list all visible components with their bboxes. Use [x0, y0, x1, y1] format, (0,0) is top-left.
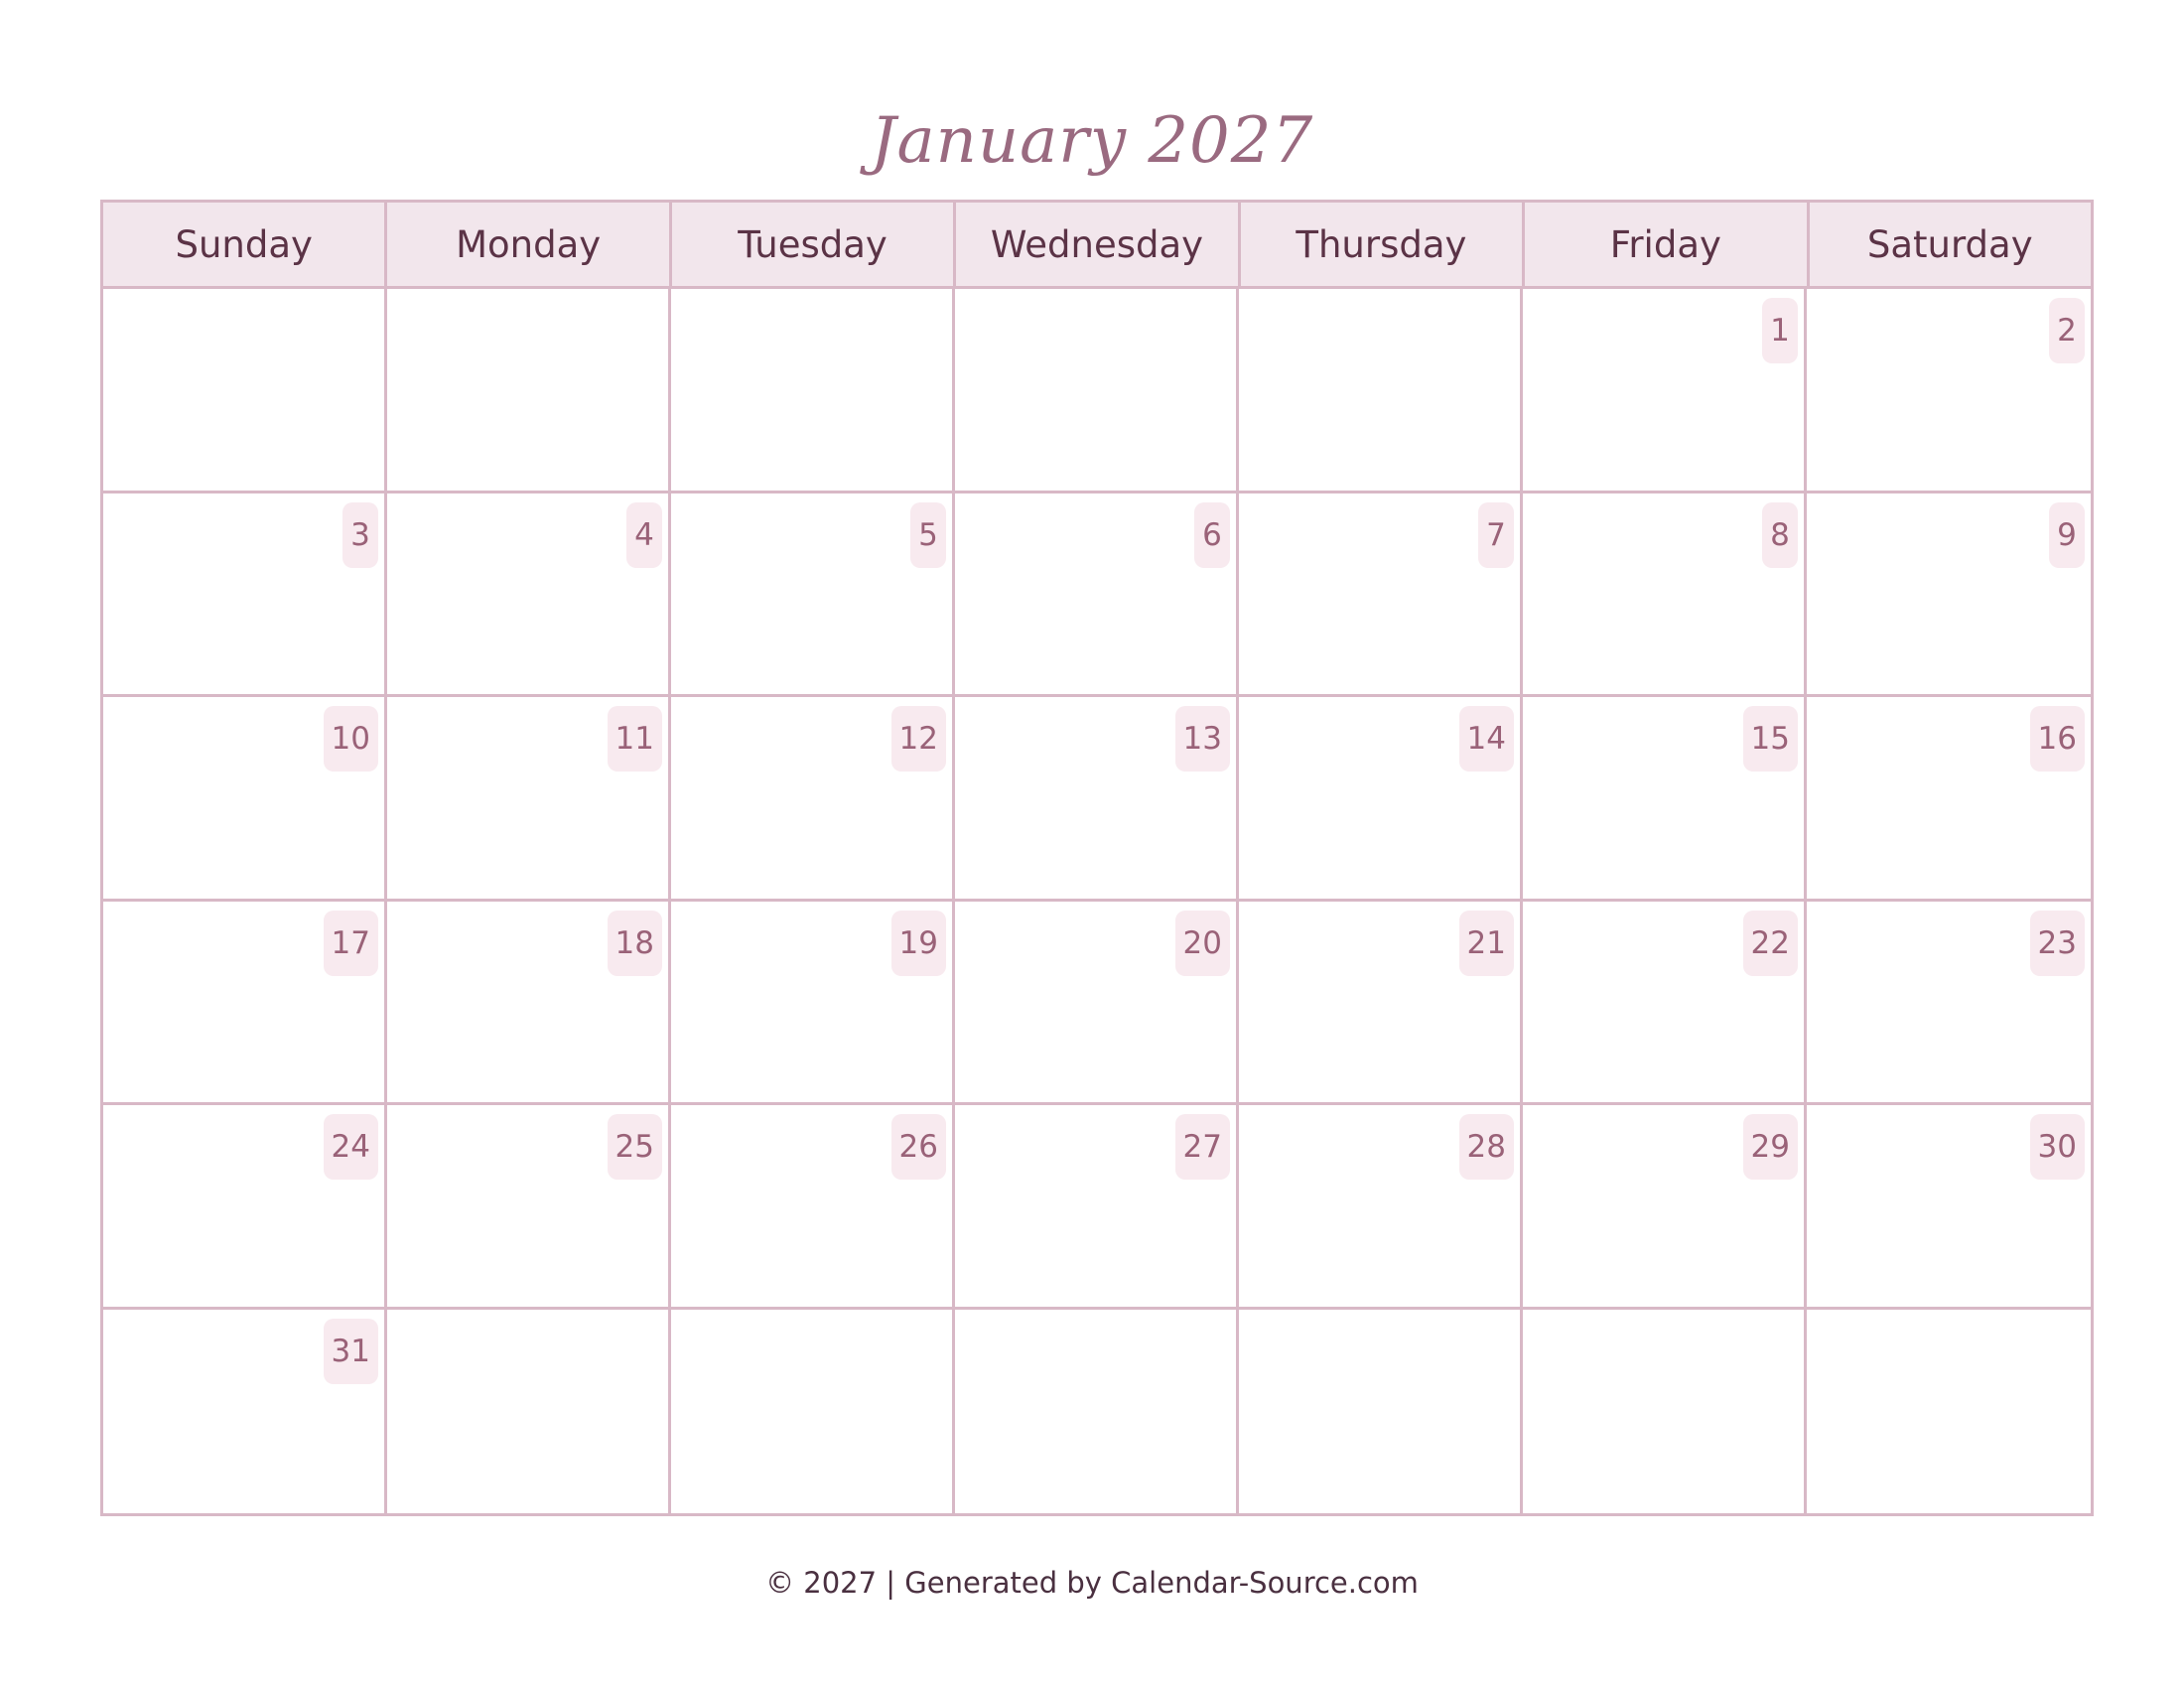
day-cell [1807, 1105, 2091, 1310]
calendar-title: January 2027 [870, 104, 1314, 178]
day-cell [955, 493, 1239, 698]
day-cell [387, 1310, 671, 1514]
day-cell [1523, 1310, 1807, 1514]
day-cell [1807, 1310, 2091, 1514]
weekday-header-sunday: Sunday [103, 203, 387, 286]
day-cell [671, 1310, 955, 1514]
day-cell [1807, 493, 2091, 698]
weekday-header-thursday: Thursday [1241, 203, 1525, 286]
day-number: 7 [1478, 502, 1514, 568]
day-cell [955, 1310, 1239, 1514]
day-number: 26 [891, 1114, 946, 1180]
calendar-grid [100, 200, 2094, 1516]
day-cell [387, 697, 671, 902]
day-number: 30 [2030, 1114, 2085, 1180]
day-number: 11 [608, 706, 662, 772]
day-number: 28 [1459, 1114, 1514, 1180]
day-number: 9 [2049, 502, 2085, 568]
day-number: 13 [1175, 706, 1230, 772]
day-number: 12 [891, 706, 946, 772]
day-cell [103, 697, 387, 902]
day-cell [1239, 1105, 1523, 1310]
day-number: 1 [1762, 298, 1798, 363]
day-number: 15 [1743, 706, 1798, 772]
day-cell [955, 902, 1239, 1106]
day-cell [1807, 289, 2091, 493]
day-cell [103, 902, 387, 1106]
day-cell [1239, 493, 1523, 698]
day-grid [103, 289, 2091, 1513]
day-cell [671, 902, 955, 1106]
day-cell [671, 493, 955, 698]
day-number: 31 [324, 1319, 378, 1384]
day-cell [955, 1105, 1239, 1310]
day-cell [103, 289, 387, 493]
day-cell [1807, 697, 2091, 902]
day-cell [1239, 1310, 1523, 1514]
day-number: 6 [1194, 502, 1230, 568]
day-number: 20 [1175, 911, 1230, 976]
day-number: 10 [324, 706, 378, 772]
weekday-header-row [103, 203, 2091, 289]
day-cell [1523, 289, 1807, 493]
day-cell [1239, 697, 1523, 902]
weekday-header-friday: Friday [1525, 203, 1809, 286]
footer-credit: © 2027 | Generated by Calendar-Source.com [765, 1566, 1419, 1600]
day-cell [1523, 493, 1807, 698]
day-number: 22 [1743, 911, 1798, 976]
day-number: 24 [324, 1114, 378, 1180]
day-number: 27 [1175, 1114, 1230, 1180]
day-cell [387, 493, 671, 698]
day-number: 25 [608, 1114, 662, 1180]
day-cell [387, 902, 671, 1106]
day-number: 3 [342, 502, 378, 568]
day-number: 8 [1762, 502, 1798, 568]
weekday-header-saturday: Saturday [1866, 222, 2033, 266]
day-number: 29 [1743, 1114, 1798, 1180]
day-number: 14 [1459, 706, 1514, 772]
day-cell [1523, 697, 1807, 902]
day-cell [1523, 902, 1807, 1106]
day-cell [387, 1105, 671, 1310]
day-cell [671, 697, 955, 902]
day-number: 16 [2030, 706, 2085, 772]
day-cell [1239, 289, 1523, 493]
day-cell [1239, 902, 1523, 1106]
day-cell [1807, 902, 2091, 1106]
weekday-header-monday: Monday [387, 203, 671, 286]
day-cell [387, 289, 671, 493]
day-number: 5 [910, 502, 946, 568]
weekday-header-wednesday: Wednesday [956, 203, 1240, 286]
day-cell [955, 697, 1239, 902]
day-number: 23 [2030, 911, 2085, 976]
day-cell [103, 493, 387, 698]
day-number: 21 [1459, 911, 1514, 976]
day-number: 19 [891, 911, 946, 976]
weekday-header-tuesday: Tuesday [672, 203, 956, 286]
day-number: 17 [324, 911, 378, 976]
day-cell [103, 1105, 387, 1310]
day-number: 18 [608, 911, 662, 976]
day-cell [955, 289, 1239, 493]
day-cell [671, 289, 955, 493]
day-cell [671, 1105, 955, 1310]
day-cell [103, 1310, 387, 1514]
day-number: 2 [2049, 298, 2085, 363]
day-number: 4 [626, 502, 662, 568]
day-cell [1523, 1105, 1807, 1310]
